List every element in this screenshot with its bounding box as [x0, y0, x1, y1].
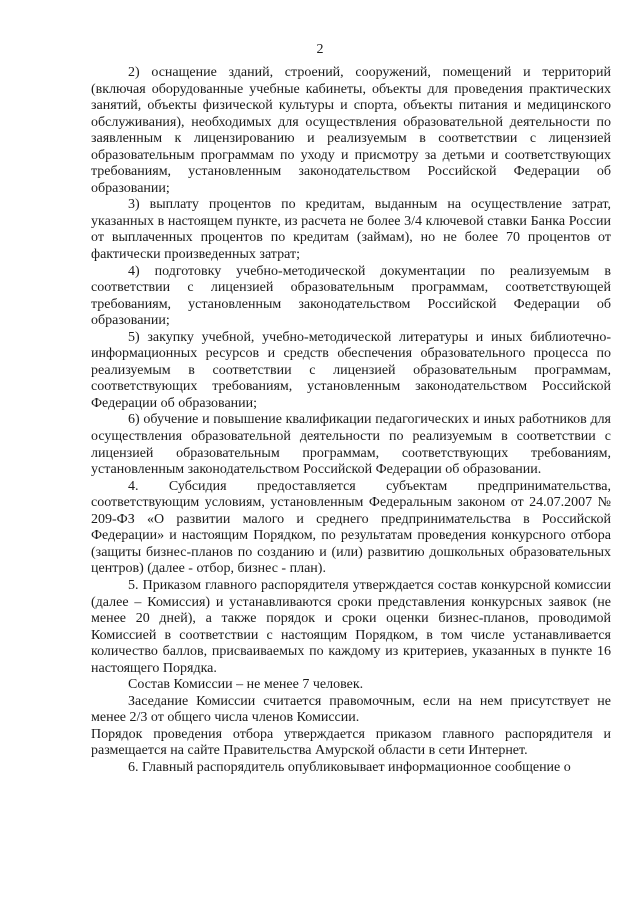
paragraph-commission-size: Состав Комиссии – не менее 7 человек.: [128, 677, 364, 693]
page-number: 2: [316, 42, 324, 57]
paragraph-selection-procedure: Порядок проведения отбора утверждается приказом главного распорядителя и размещается на сайте Правительства Амурской области в сети Интернет.: [91, 726, 611, 759]
paragraph-item-3: 3) выплату процентов по кредитам, выданным на осуществление затрат, указанных в настоящем пункте, из расчета не более 3/4 ключевой ставки Банка России от выплаченных процентов по кредитам (займам), но не более 70 процентов от фактически произведенных затрат;: [91, 197, 611, 263]
paragraph-item-5: 5) закупку учебной, учебно-методической литературы и иных библиотечно-информационных ресурсов и средств обеспечения образовательного процесса по реализуемым в соответствии с лицензией образовательным программам, соответствующих требованиям, установленным законодательством Российской Федерации об образовании;: [91, 329, 611, 411]
paragraph-clause-5: 5. Приказом главного распорядителя утверждается состав конкурсной комиссии (далее – Комиссия) и устанавливаются сроки представления конкурсных заявок (не менее 20 дней), а также порядок и сроки оценки бизнес-планов, проводимой Комиссией в соответствии с настоящим Порядком, в том числе устанавливается количество баллов, присваиваемых по каждому из критериев, указанных в пункте 16 настоящего Порядка.: [91, 577, 611, 676]
paragraph-item-6: 6) обучение и повышение квалификации педагогических и иных работников для осуществления образовательной деятельности по реализуемым в соответствии с лицензией образовательным программам, соответствующих требованиям, установленным законодательством Российской Федерации об образовании.: [91, 412, 611, 478]
document-body: [91, 65, 611, 777]
paragraph-item-2: 2) оснащение зданий, строений, сооружений, помещений и территорий (включая оборудованные учебные кабинеты, объекты для проведения практических занятий, объекты физической культуры и спорта, объекты питания и медицинского обслуживания), необходимых для осуществления образовательной деятельности по заявленным к лицензированию и реализуемым в соответствии с лицензией образовательным программам по уходу и присмотру за детьми и соответствующих требованиям, установленным законодательством Российской Федерации об образовании;: [91, 65, 611, 196]
paragraph-clause-4: 4. Субсидия предоставляется субъектам предпринимательства, соответствующим условиям, установленным Федеральным законом от 24.07.2007 № 209-ФЗ «О развитии малого и среднего предпринимательства в Российской Федерации» и настоящим Порядком, по результатам проведения конкурсного отбора (защиты бизнес-планов по созданию и (или) развитию дошкольных образовательных центров) (далее - отбор, бизнес - план).: [91, 478, 611, 577]
paragraph-quorum: Заседание Комиссии считается правомочным, если на нем присутствует не менее 2/3 от общего числа членов Комиссии.: [91, 693, 611, 726]
paragraph-clause-6: 6. Главный распорядитель опубликовывает информационное сообщение о: [128, 759, 571, 775]
paragraph-item-4: 4) подготовку учебно-методической документации по реализуемым в соответствии с лицензией образовательным программам, соответствующей требованиям, установленным законодательством Российской Федерации об образовании;: [91, 263, 611, 329]
